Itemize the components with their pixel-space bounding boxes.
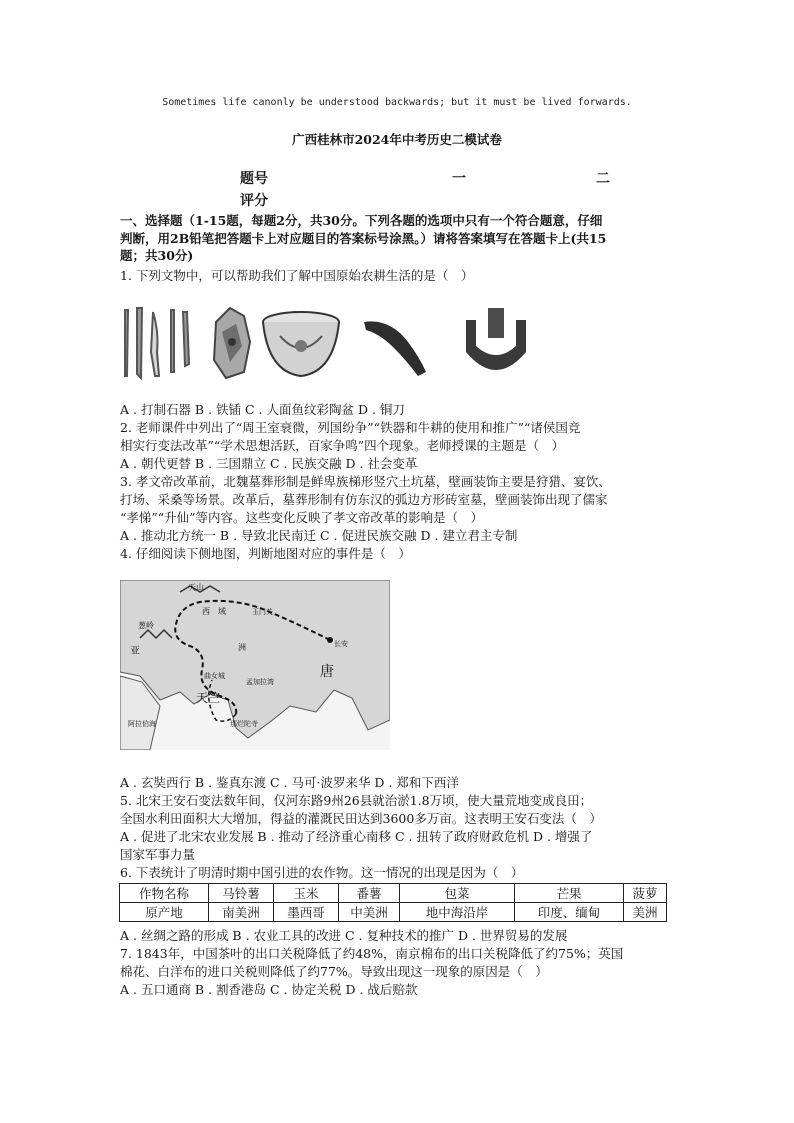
q6-stem: 6. 下表统计了明清时期中国引进的农作物。这一情况的出现是因为（ ） [120, 865, 524, 880]
map-label-changan: 长安 [334, 640, 348, 648]
map-label-tang: 唐 [320, 664, 334, 680]
exam-title: 广西桂林市2024年中考历史二模试卷 [292, 132, 502, 147]
iron-spade-image [360, 302, 430, 384]
q3-line-2: 打场、采桑等场景。改革后，墓葬形制有仿东汉的弧边方形砖室墓，壁画装饰出现了儒家 [120, 492, 608, 507]
table-cell: 墨西哥 [274, 903, 339, 922]
q2-line-2: 相实行变法改革”“学术思想活跃，百家争鸣”四个现象。老师授课的主题是（ ） [120, 438, 565, 453]
crops-table [119, 883, 667, 922]
map-label-zhou: 洲 [238, 643, 246, 652]
map-label-arabia: 阿拉伯海 [128, 720, 156, 728]
map-label-jialuo: 曲女城 [204, 672, 225, 680]
map-label-guang: 那烂陀寺 [230, 720, 258, 728]
q7-line-2: 棉花、白洋布的进口关税则降低了约77%。导致出现这一现象的原因是（ ） [120, 964, 548, 979]
table-cell: 美洲 [624, 903, 667, 922]
table-cell: 地中海沿岸 [400, 903, 515, 922]
q2-options: A . 朝代更替 B . 三国鼎立 C . 民族交融 D . 社会变革 [120, 456, 418, 471]
score-row-label-number: 题号 [240, 171, 268, 187]
table-cell: 包菜 [400, 884, 515, 903]
chipped-stone-image [208, 302, 256, 384]
q7-line-1: 7. 1843年，中国茶叶的出口关税降低了约48%，南京棉布的出口关税降低了约75%；英国 [120, 946, 624, 961]
q4-stem: 4. 仔细阅读下侧地图，判断地图对应的事件是（ ） [120, 546, 411, 561]
painted-pottery-basin-image [260, 302, 342, 384]
q3-line-3: “孝悌”“升仙”等内容。这些变化反映了孝文帝改革的影响是（ ） [120, 510, 484, 525]
q5-line-4: 国家军事力量 [120, 847, 196, 862]
table-cell: 芒果 [515, 884, 624, 903]
map-label-yumen: 玉门关 [252, 608, 273, 616]
map-label-tianzhu: 天竺 [196, 691, 221, 705]
map-label-xiyu: 西 域 [202, 607, 226, 616]
map-label-congling: 葱岭 [138, 621, 154, 630]
score-col-2: 二 [596, 171, 610, 187]
map-label-tianshan: 天山 [188, 583, 204, 592]
bronze-knife-image [458, 302, 534, 384]
q7-options: A . 五口通商 B . 割香港岛 C . 协定关税 D . 战后赔款 [120, 982, 418, 997]
q3-line-1: 3. 孝文帝改革前，北魏墓葬形制是鲜卑族梯形竖穴土坑墓，壁画装饰主要是狩猎、宴饮、 [120, 474, 611, 489]
section-heading-line-2: 判断，用2B铅笔把答题卡上对应题目的答案标号涂黑。）请将答案填写在答题卡上(共15 [120, 231, 607, 246]
q5-line-1: 5. 北宋王安石变法数年间，仅河东路9州26县就治淤1.8万顷，使大量荒地变成良田； [120, 793, 593, 808]
map-label-meng: 孟加拉湾 [246, 678, 274, 686]
map-label-ya: 亚 [130, 646, 140, 657]
q4-options: A . 玄奘西行 B . 鉴真东渡 C . 马可·波罗来华 D . 郑和下西洋 [120, 775, 459, 790]
table-cell: 中美洲 [339, 903, 400, 922]
table-cell: 原产地 [120, 903, 209, 922]
score-row-label-score: 评分 [240, 193, 268, 209]
stone-tools-image [119, 302, 199, 384]
table-cell: 马铃薯 [209, 884, 274, 903]
table-cell: 印度、缅甸 [515, 903, 624, 922]
table-row [120, 903, 667, 922]
motto-text: Sometimes life canonly be understood backwards; but it must be lived forwards. [162, 97, 632, 108]
q2-line-1: 2. 老师课件中列出了“周王室衰微，列国纷争”“铁器和牛耕的使用和推广”“诸侯国竞 [120, 420, 581, 435]
table-cell: 菠萝 [624, 884, 667, 903]
table-cell: 玉米 [274, 884, 339, 903]
section-heading-line-1: 一、选择题（1-15题，每题2分，共30分。下列各题的选项中只有一个符合题意，仔细 [120, 213, 603, 228]
q1-stem: 1. 下列文物中，可以帮助我们了解中国原始农耕生活的是（ ） [120, 268, 474, 283]
q5-line-2: 全国水利田面积大大增加，得益的灌溉民田达到3600多万亩。这表明王安石变法（ ） [120, 811, 602, 826]
q3-options: A . 推动北方统一 B . 导致北民南迁 C . 促进民族交融 D . 建立君主专制 [120, 528, 518, 543]
route-map [120, 580, 390, 750]
table-cell: 番薯 [339, 884, 400, 903]
table-cell: 南美洲 [209, 903, 274, 922]
section-heading-line-3: 题；共30分) [120, 248, 194, 263]
q1-options: A . 打制石器 B . 铁锸 C . 人面鱼纹彩陶盆 D . 铜刀 [120, 402, 405, 417]
table-cell: 作物名称 [120, 884, 209, 903]
q5-line-3: A . 促进了北宋农业发展 B . 推动了经济重心南移 C . 扭转了政府财政危机 D . 增强了 [120, 829, 593, 844]
q6-options: A . 丝绸之路的形成 B . 农业工具的改进 C . 复种技术的推广 D . 世界贸易的发展 [120, 928, 568, 943]
table-row [120, 884, 667, 903]
score-col-1: 一 [452, 171, 466, 187]
